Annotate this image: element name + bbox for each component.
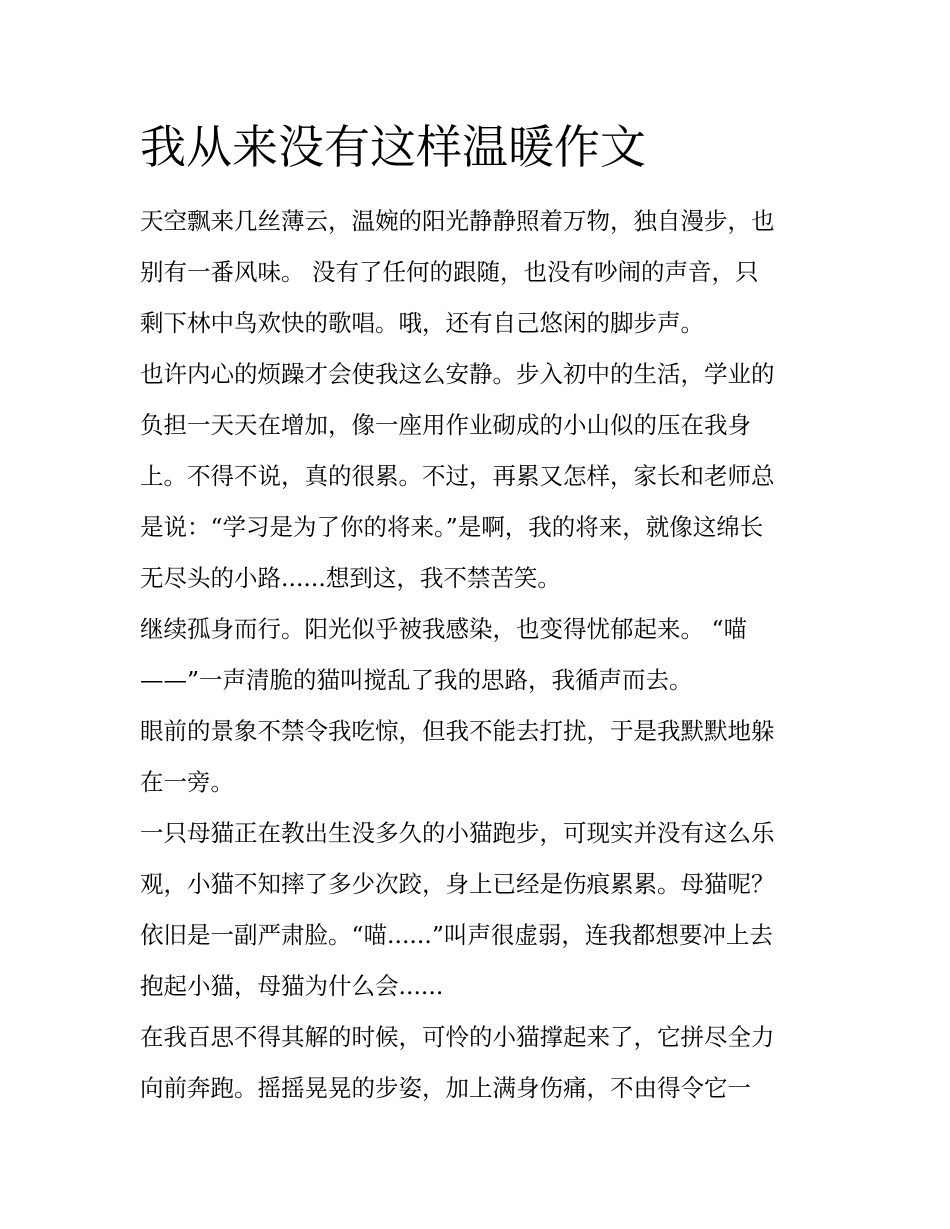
text-line: 一只母猫正在教出生没多久的小猫跑步，可现实并没有这么乐 [140, 819, 775, 847]
document-title: 我从来没有这样温暖作文 [140, 120, 646, 174]
text-line: 也许内心的烦躁才会使我这么安静。步入初中的生活，学业的 [140, 360, 775, 388]
text-line: 向前奔跑。摇摇晃晃的步姿，加上满身伤痛，不由得令它一 [140, 1074, 751, 1102]
text-line: 观，小猫不知摔了多少次跤，身上已经是伤痕累累。母猫呢？ [140, 870, 775, 898]
text-line: 别有一番风味。 没有了任何的跟随，也没有吵闹的声音，只 [140, 258, 759, 286]
text-line: 在一旁。 [140, 768, 234, 796]
text-line: 抱起小猫，母猫为什么会...... [140, 972, 444, 1000]
document-body [140, 196, 816, 1114]
text-line: 上。不得不说，真的很累。不过，再累又怎样，家长和老师总 [140, 462, 775, 490]
text-line: 眼前的景象不禁令我吃惊，但我不能去打扰，于是我默默地躲 [140, 717, 775, 745]
text-line: 继续孤身而行。阳光似乎被我感染，也变得忧郁起来。 “喵 [140, 615, 747, 643]
text-line: ——”一声清脆的猫叫搅乱了我的思路，我循声而去。 [140, 666, 693, 694]
text-line: 剩下林中鸟欢快的歌唱。哦，还有自己悠闲的脚步声。 [140, 309, 704, 337]
text-line: 依旧是一副严肃脸。“喵......”叫声很虚弱，连我都想要冲上去 [140, 921, 773, 949]
text-line: 是说：“学习是为了你的将来。”是啊，我的将来，就像这绵长 [140, 513, 764, 541]
text-line: 天空飘来几丝薄云，温婉的阳光静静照着万物，独自漫步，也 [140, 207, 775, 235]
text-line: 无尽头的小路......想到这，我不禁苦笑。 [140, 564, 561, 592]
text-line: 负担一天天在增加，像一座用作业砌成的小山似的压在我身 [140, 411, 751, 439]
text-line: 在我百思不得其解的时候，可怜的小猫撑起来了，它拼尽全力 [140, 1023, 775, 1051]
